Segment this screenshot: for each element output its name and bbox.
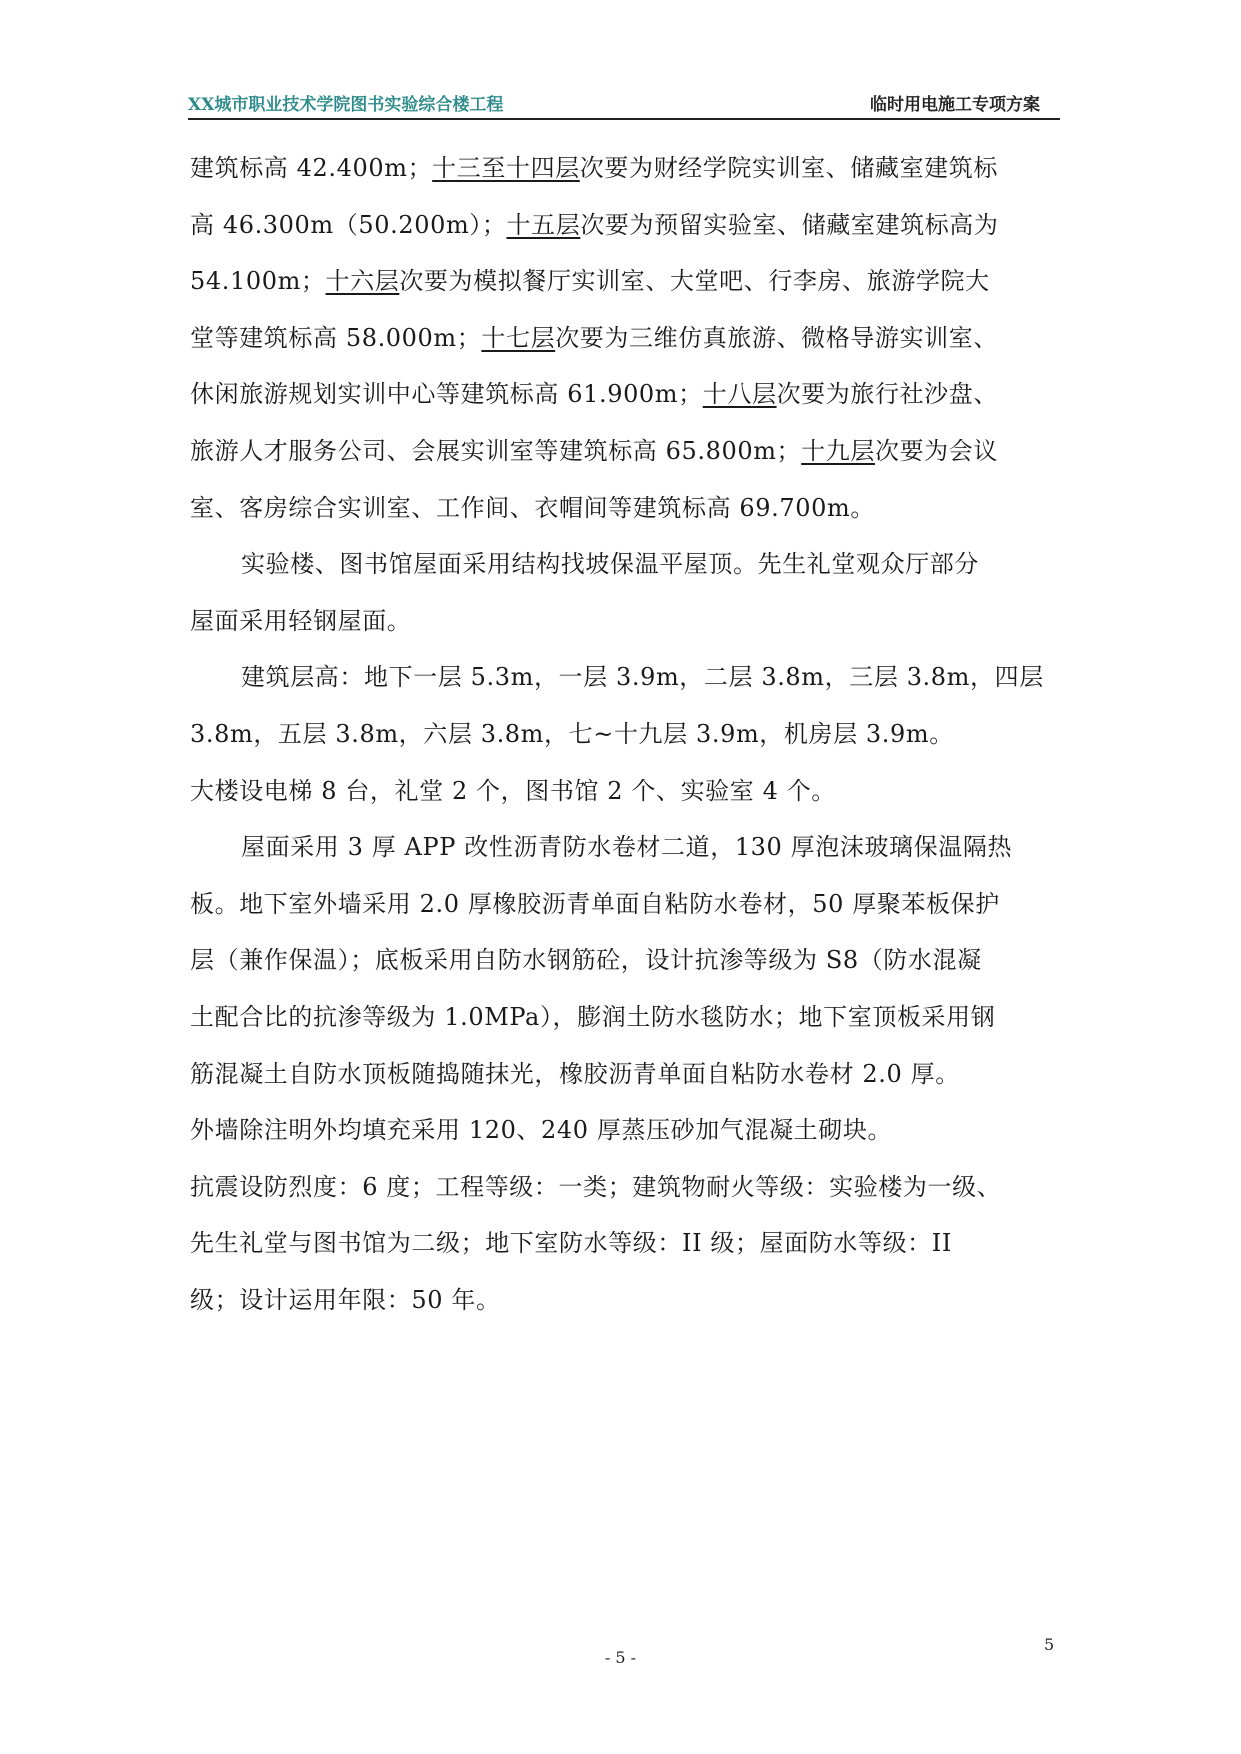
text-line: 室、客房综合实训室、工作间、衣帽间等建筑标高 69.700m。 [190,493,875,522]
text-line: 休闲旅游规划实训中心等建筑标高 61.900m；十八层次要为旅行社沙盘、 [190,380,998,409]
paragraph-seismic: 抗震设防烈度：6 度；工程等级：一类；建筑物耐火等级：实验楼为一级、 [190,1172,1002,1201]
text-line: 建筑标高 42.400m；十三至十四层次要为财经学院实训室、储藏室建筑标 [190,154,998,182]
page-number: 5 [1044,1635,1055,1654]
paragraph-floor-heights: 建筑层高：地下一层 5.3m，一层 3.9m，二层 3.8m，三层 3.8m，四层 [241,663,1044,692]
floor-label: 十三至十四层 [432,154,580,182]
paragraph-roof: 实验楼、图书馆屋面采用结构找坡保温平屋顶。先生礼堂观众厅部分 [241,550,979,579]
paragraph-elevators: 大楼设电梯 8 台，礼堂 2 个，图书馆 2 个、实验室 4 个。 [190,776,836,805]
text-line: 土配合比的抗渗等级为 1.0MPa），膨润土防水毯防水；地下室顶板采用钢 [190,1002,996,1031]
text-line: 先生礼堂与图书馆为二级；地下室防水等级：II 级；屋面防水等级：II [190,1229,952,1258]
floor-label: 十九层 [801,436,875,465]
text-line: 级；设计运用年限：50 年。 [190,1285,501,1314]
text-line: 堂等建筑标高 58.000m；十七层次要为三维仿真旅游、微格导游实训室、 [190,323,998,352]
document-title: 临时用电施工专项方案 [870,95,1040,115]
page-footer-label: - 5 - [604,1648,637,1667]
paragraph-exterior-wall: 外墙除注明外均填充采用 120、240 厚蒸压砂加气混凝土砌块。 [190,1116,893,1145]
floor-label: 十八层 [702,380,777,409]
floor-label: 十六层 [325,267,400,296]
floor-label: 十七层 [481,323,556,352]
body-text [190,140,1062,1328]
page-header [188,88,1060,120]
text-line: 54.100m；十六层次要为模拟餐厅实训室、大堂吧、行李房、旅游学院大 [190,267,990,296]
text-line: 筋混凝土自防水顶板随捣随抹光，橡胶沥青单面自粘防水卷材 2.0 厚。 [190,1059,960,1088]
floor-label: 十五层 [506,210,581,239]
text-line: 3.8m，五层 3.8m，六层 3.8m，七~十九层 3.9m，机房层 3.9m。 [190,719,954,748]
text-line: 层（兼作保温）；底板采用自防水钢筋砼，设计抗渗等级为 S8（防水混凝 [190,946,982,975]
text-line: 旅游人才服务公司、会展实训室等建筑标高 65.800m；十九层次要为会议 [190,436,998,465]
text-line: 板。地下室外墙采用 2.0 厚橡胶沥青单面自粘防水卷材，50 厚聚苯板保护 [190,889,1000,918]
paragraph-waterproofing: 屋面采用 3 厚 APP 改性沥青防水卷材二道，130 厚泡沫玻璃保温隔热 [241,833,1013,862]
text-line: 屋面采用轻钢屋面。 [190,606,412,635]
text-line: 高 46.300m（50.200m）；十五层次要为预留实验室、储藏室建筑标高为 [190,210,999,239]
project-title: XX城市职业技术学院图书实验综合楼工程 [188,95,504,115]
